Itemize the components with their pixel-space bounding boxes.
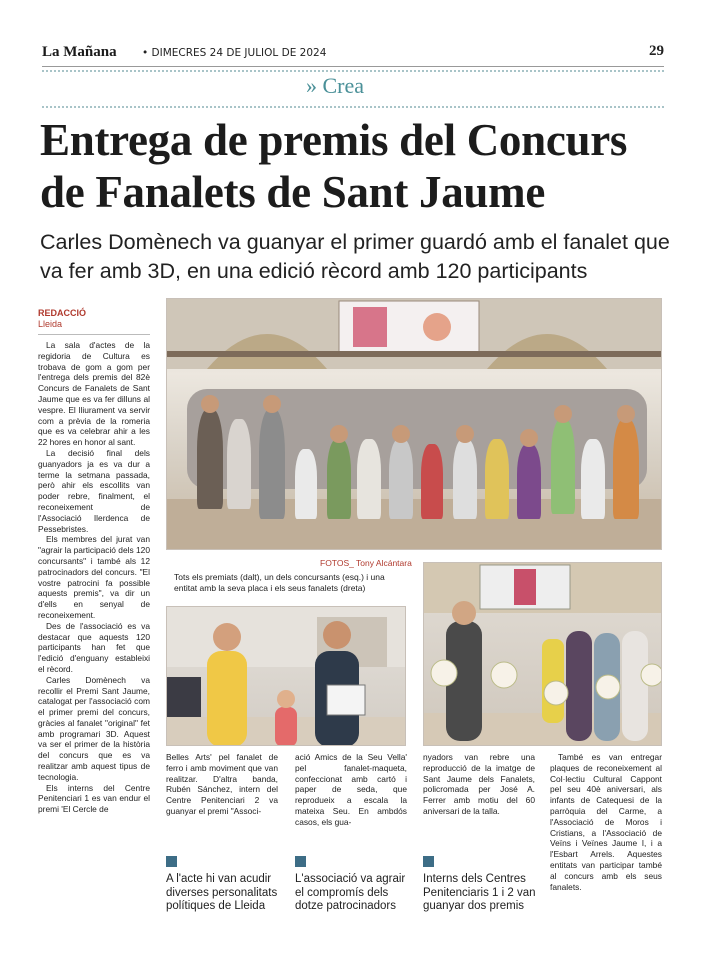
head: [392, 425, 410, 443]
child: [327, 439, 351, 519]
child: [581, 439, 605, 519]
paragraph: Els membres del jurat van "agrair la participació dels 120 concursants" i també als 12 patrocinadors del concurs. "El vostre patrocini fa possible aquests premis", va dir un d'ells en senyal de reconeixement.: [38, 534, 150, 620]
paragraph: La decisió final dels guanyadors ja es va dur a terme la setmana passada, però ahir els escollits van poder rebre, finalment, el reconeixement de l'Associació Ilerdenca de Pessebristes.: [38, 447, 150, 534]
head: [330, 425, 348, 443]
person: [551, 419, 575, 514]
head: [554, 405, 572, 423]
paragraph: La sala d'actes de la regidoria de Cultura es trobava de gom a gom per l'entrega dels premis del 82è Concurs de Fanalets de Sant Jaume que es va fer dilluns al vespre. El lliurament va servir com a prèvia de la romeria que es va celebrar ahir a les 22 hores en honor al sant.: [38, 340, 150, 448]
paragraph: Des de l'associació es va destacar que aquests 120 participants han fet que l'edició d'enguany estableixi el rècord.: [38, 620, 150, 674]
body-column-5: [550, 752, 662, 892]
head: [456, 425, 474, 443]
section-dotted-rule: [42, 106, 664, 108]
contestant-photo-illustration: [167, 607, 406, 746]
photo-entity-with-plaque: [423, 562, 662, 746]
head: [520, 429, 538, 447]
section-label: » Crea: [306, 73, 365, 98]
group-photo-award-winners: [166, 298, 662, 550]
paragraph: ació Amics de la Seu Vella' pel fanalet-maqueta, confeccionat amb cartó i paper de seda, que reprodueix a escala la mateixa Seu. En ambdós casos, els gua-: [295, 752, 407, 827]
child: [453, 439, 477, 519]
head: [201, 395, 219, 413]
child: [389, 439, 413, 519]
byline: [38, 308, 86, 330]
body-column-1: [38, 340, 150, 815]
dateline-text: DIMECRES 24 DE JULIOL DE 2024: [151, 47, 327, 59]
header-rule: [42, 66, 664, 67]
head: [263, 395, 281, 413]
entity-photo-illustration: [424, 563, 662, 746]
headline: Entrega de premis del Concurs de Fanalets de Sant Jaume: [40, 115, 628, 217]
person: [227, 419, 251, 509]
byline-rule: [38, 334, 150, 335]
byline-author: REDACCIÓ: [38, 308, 87, 318]
body-column-3: [295, 752, 407, 828]
paragraph: nyadors van rebre una reproducció de la imatge de Sant Jaume dels Fanalets, policromada per José A. Ferrer amb motiu del 60 aniversari de la talla.: [423, 752, 535, 816]
page-number: 29: [649, 43, 664, 59]
person: [259, 409, 285, 519]
pull-quote-text: Interns dels Centres Penitenciaris 1 i 2 van guanyar dos premis: [423, 873, 536, 912]
body-column-2: [166, 752, 278, 817]
head: [617, 405, 635, 423]
masthead: [42, 42, 664, 64]
person: [613, 419, 639, 519]
square-bullet-icon: [295, 856, 306, 867]
paragraph: Belles Arts' pel fanalet de ferro i amb moviment que van realitzar. D'altra banda, Rubén Sánchez, intern del Centre Penitenciari 2 va guanyar el premi "Associ-: [166, 752, 278, 816]
child: [517, 444, 541, 519]
pull-quote-text: L'associació va agrair el compromís dels dotze patrocinadors: [295, 873, 406, 912]
photo-contestant: [166, 606, 406, 746]
pull-quote-text: A l'acte hi van acudir diverses personalitats polítiques de Lleida: [166, 873, 278, 912]
pull-quote-3: [423, 856, 541, 914]
paragraph: Els interns del Centre Penitenciari 1 es van endur el premi 'El Cercle de: [38, 782, 150, 815]
crowd-back-row: [187, 389, 647, 489]
newspaper-logo: La Mañana: [42, 44, 117, 60]
pull-quote-2: [295, 856, 413, 914]
paragraph: Carles Domènech va recollir el Premi Sant Jaume, catalogat per l'associació com el primer premi del concurs, gràcies al fanalet "original" fet amb programari 3D. Aquest va ser el primer de la història del concurs que es va realitzar amb aquest tipus de tecnologia.: [38, 674, 150, 782]
subheadline: Carles Domènech va guanyar el primer guardó amb el fanalet que va fer amb 3D, en una edició rècord amb 120 participants: [40, 230, 670, 283]
byline-location: Lleida: [38, 319, 63, 329]
pull-quote-1: [166, 856, 284, 914]
child: [485, 439, 509, 519]
dateline: • DIMECRES 24 DE JULIOL DE 2024: [142, 47, 327, 59]
child: [295, 449, 317, 519]
photo-credit: FOTOS_ Tony Alcántara: [320, 558, 412, 568]
child: [357, 439, 381, 519]
child: [421, 444, 443, 519]
body-column-4: [423, 752, 535, 817]
square-bullet-icon: [423, 856, 434, 867]
paragraph: També es van entregar plaques de reconeixement al Col·lectiu Cultural Cappont pel seu 40è aniversari, als infants de Catequesi de la parròquia del Carme, a l'Associació de Moros i Cristians, a l'Associació de Veïns i Veïnes Jaume I, i a l'Esbart Arrels. Aquestes entitats van participar també al concurs amb els seus fanalets.: [550, 752, 662, 892]
header-dotted-rule: [42, 70, 664, 72]
photo-caption: Tots els premiats (dalt), un dels concursants (esq.) i una entitat amb la seva placa i els seus fanalets (dreta): [174, 572, 385, 593]
square-bullet-icon: [166, 856, 177, 867]
person: [197, 409, 223, 509]
